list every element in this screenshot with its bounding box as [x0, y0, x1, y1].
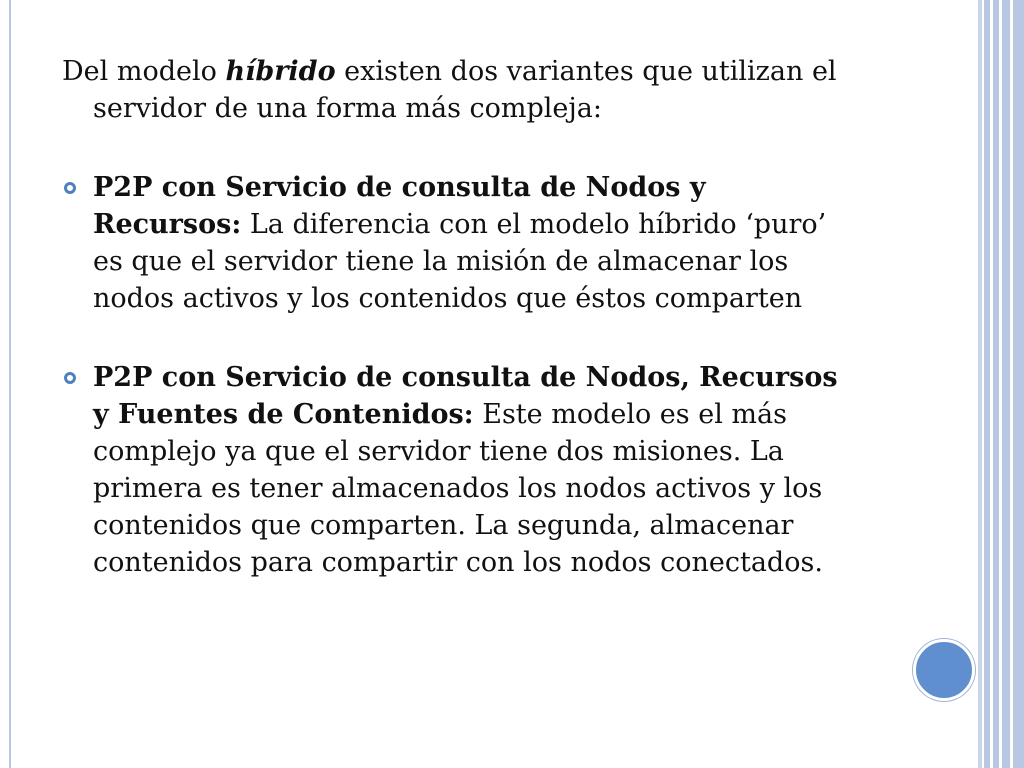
intro-before: Del modelo: [62, 56, 226, 87]
slide-body: [62, 53, 862, 581]
intro-emphasis: híbrido: [225, 56, 336, 87]
bullet-circle-icon: [64, 182, 76, 194]
bullet-1-title: P2P con Servicio de consulta de Nodos y Recursos:: [93, 172, 706, 240]
decorative-circle: [913, 639, 975, 701]
left-border-line: [9, 0, 11, 768]
right-stripe-3: [993, 0, 999, 768]
bullet-2-text: Este modelo es el más complejo ya que el servidor tiene dos misiones. La primera es tener almacenados los nodos activos y los contenidos que comparten. La segunda, almacenar contenidos para compartir con los nodos conectados.: [93, 399, 823, 578]
intro-paragraph: [62, 53, 862, 127]
right-stripe-4: [1002, 0, 1010, 768]
right-stripe-5: [1013, 0, 1024, 768]
bullet-item-1: [62, 169, 862, 317]
bullet-1-text: La diferencia con el modelo híbrido ‘puro’ es que el servidor tiene la misión de almacenar los nodos activos y los contenidos que éstos comparten: [93, 209, 827, 314]
bullet-item-2: [62, 359, 862, 581]
bullet-2-title: P2P con Servicio de consulta de Nodos, Recursos y Fuentes de Contenidos:: [93, 362, 838, 430]
right-stripe-1: [978, 0, 982, 768]
bullet-circle-icon: [64, 372, 76, 384]
intro-after: existen dos variantes que utilizan el servidor de una forma más compleja:: [93, 56, 837, 124]
right-stripe-2: [984, 0, 990, 768]
